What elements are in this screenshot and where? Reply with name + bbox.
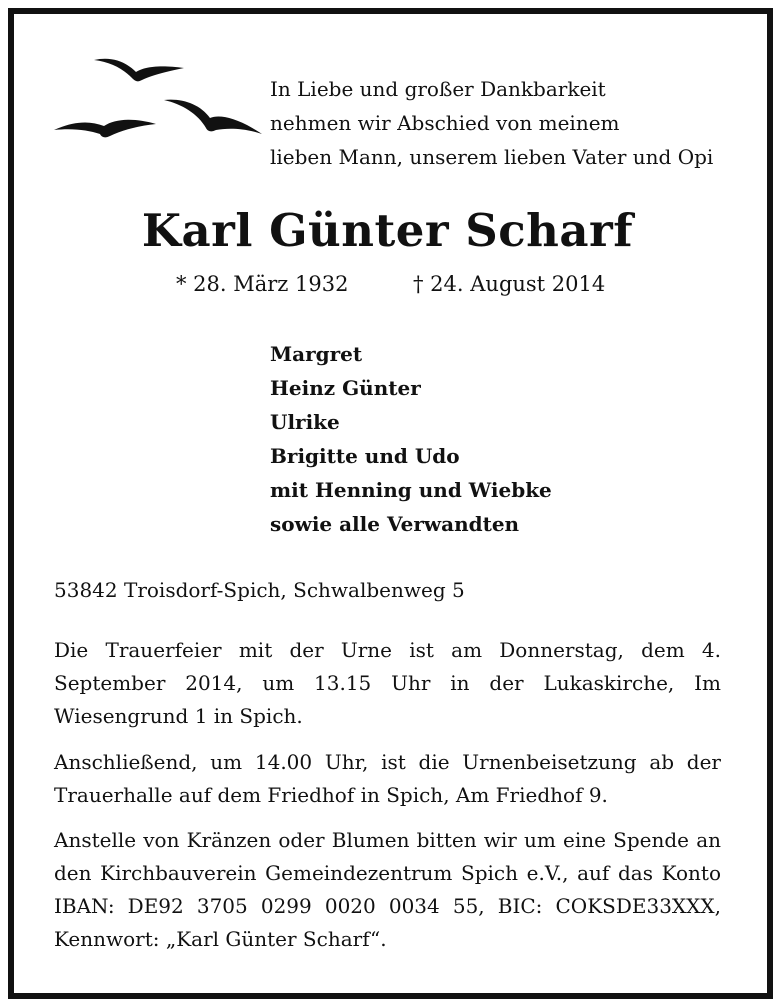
family-member: mit Henning und Wiebke (270, 478, 552, 502)
birth-date: * 28. März 1932 (176, 272, 349, 296)
intro-line: nehmen wir Abschied von meinem (270, 111, 620, 135)
bird-top-icon (94, 59, 184, 82)
death-date: † 24. August 2014 (413, 272, 606, 296)
family-member: Heinz Günter (270, 376, 421, 400)
family-list (270, 337, 552, 541)
deceased-name: Karl Günter Scharf (141, 204, 634, 257)
family-member: sowie alle Verwandten (270, 512, 520, 536)
address: 53842 Troisdorf-Spich, Schwalbenweg 5 (54, 578, 465, 602)
intro-line: In Liebe und großer Dankbarkeit (270, 77, 606, 101)
bird-left-icon (54, 120, 156, 138)
intro-line: lieben Mann, unserem lieben Vater und Opi (270, 145, 714, 169)
intro-text (270, 72, 713, 174)
flying-birds-icon (52, 48, 267, 148)
funeral-service-paragraph: Die Trauerfeier mit der Urne ist am Donnerstag, dem 4. September 2014, um 13.15 Uhr in der Lukaskirche, Im Wiesengrund 1 in Spich. (54, 638, 721, 728)
family-member: Margret (270, 342, 363, 366)
family-member: Brigitte und Udo (270, 444, 460, 468)
family-member: Ulrike (270, 410, 340, 434)
bird-right-icon (164, 100, 262, 134)
burial-paragraph: Anschließend, um 14.00 Uhr, ist die Urnenbeisetzung ab der Trauerhalle auf dem Friedhof in Spich, Am Friedhof 9. (54, 750, 721, 807)
donation-paragraph: Anstelle von Kränzen oder Blumen bitten wir um eine Spende an den Kirchbauverein Gemeindezentrum Spich e.V., auf das Konto IBAN: DE92 3705 0299 0020 0034 55, BIC: COKSDE33XXX, Kennwort: „Karl Günter Scharf“. (54, 828, 721, 951)
